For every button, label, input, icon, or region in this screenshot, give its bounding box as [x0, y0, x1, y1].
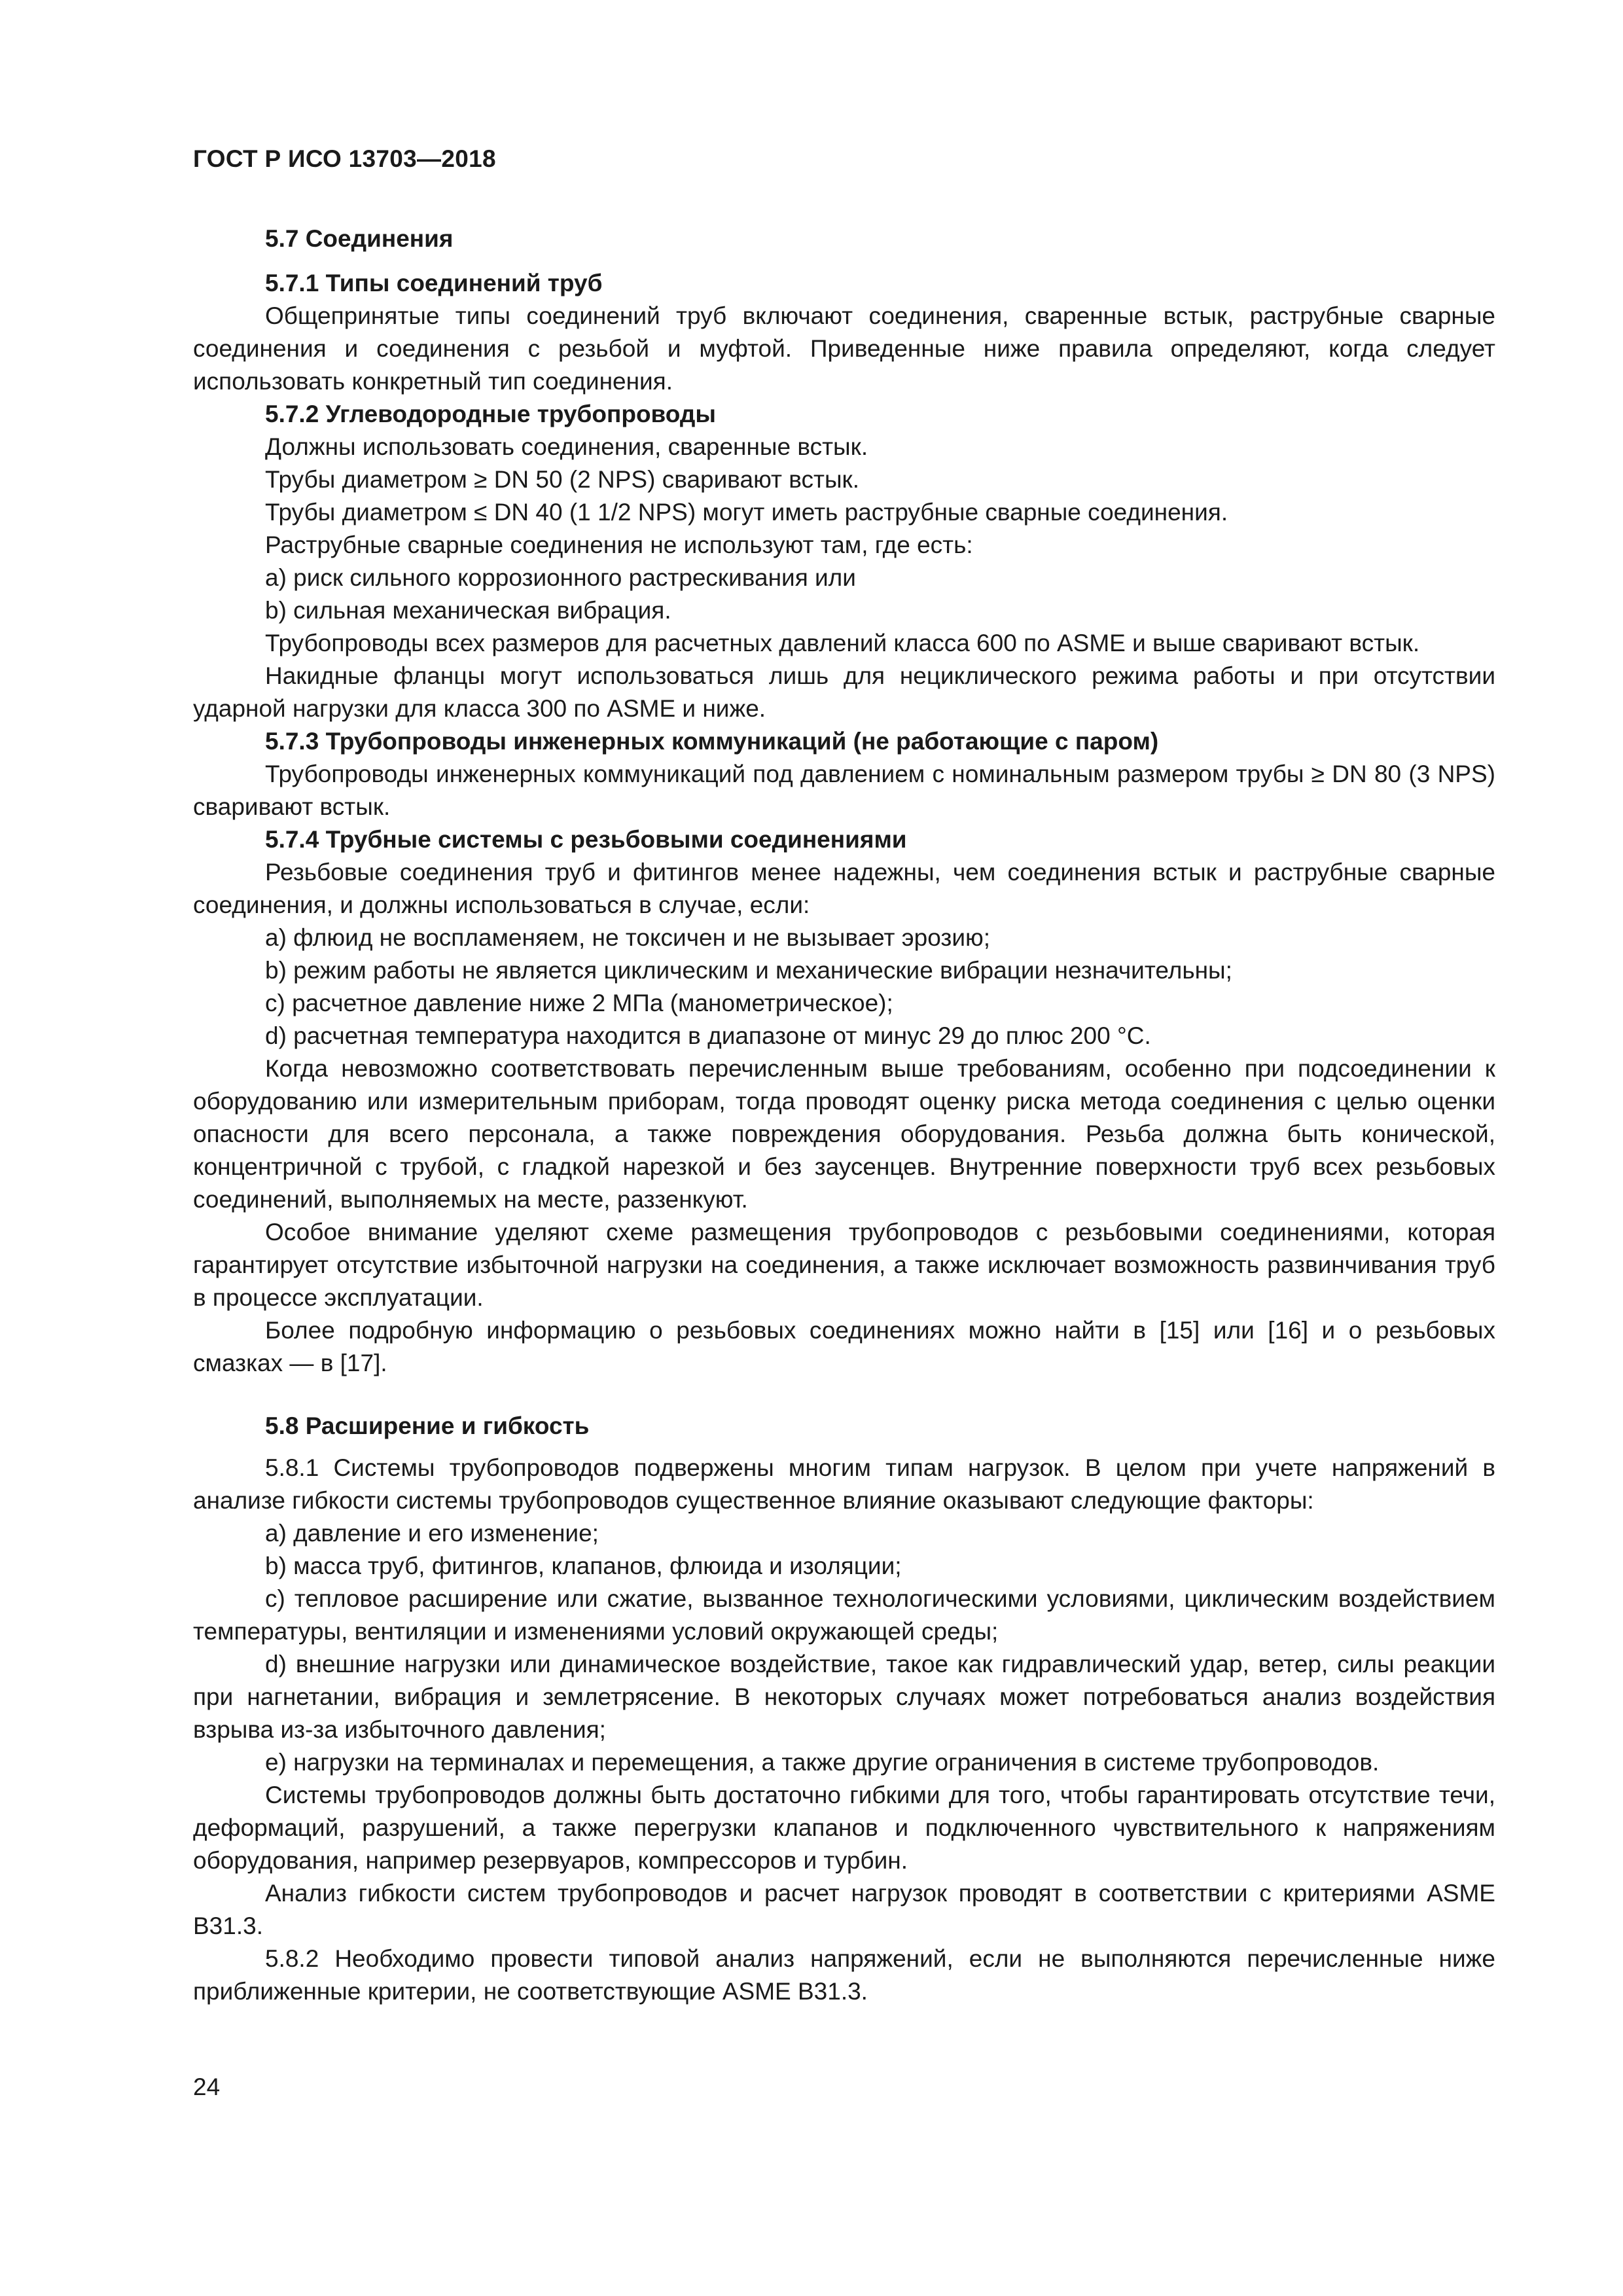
- list-item: d) расчетная температура находится в диапазоне от минус 29 до плюс 200 °С.: [265, 1022, 1151, 1049]
- list-item: b) сильная механическая вибрация.: [265, 597, 671, 624]
- paragraph: Трубы диаметром ≤ DN 40 (1 1/2 NPS) могут иметь раструбные сварные соединения.: [265, 499, 1228, 526]
- paragraph: Системы трубопроводов должны быть достаточно гибкими для того, чтобы гарантировать отсутствие течи, деформаций, разрушений, а также перегрузки клапанов и подключенного чувствительного к напряжениям оборудования, например резервуаров, компрессоров и турбин.: [193, 1782, 1495, 1874]
- paragraph: Когда невозможно соответствовать перечисленным выше требованиям, особенно при подсоединении к оборудованию или измерительным приборам, тогда проводят оценку риска метода соединения с целью оценки опасности для всего персонала, а также повреждения оборудования. Резьба должна быть конической, концентричной с трубой, с гладкой нарезкой и без заусенцев. Внутренние поверхности труб всех резьбовых соединений, выполняемых на месте, раззенкуют.: [193, 1055, 1495, 1213]
- list-item: b) масса труб, фитингов, клапанов, флюида и изоляции;: [265, 1552, 902, 1579]
- list-item: d) внешние нагрузки или динамическое воздействие, такое как гидравлический удар, ветер, силы реакции при нагнетании, вибрация и землетрясение. В некоторых случаях может потребоваться анализ воздействия взрыва из-за избыточного давления;: [193, 1651, 1495, 1743]
- list-item: c) тепловое расширение или сжатие, вызванное технологическими условиями, циклическим воздействием температуры, вентиляции и изменениями условий окружающей среды;: [193, 1585, 1495, 1645]
- list-item: e) нагрузки на терминалах и перемещения, а также другие ограничения в системе трубопроводов.: [265, 1749, 1380, 1776]
- paragraph: Более подробную информацию о резьбовых соединениях можно найти в [15] или [16] и о резьбовых смазках — в [17].: [193, 1317, 1495, 1376]
- list-item: c) расчетное давление ниже 2 МПа (манометрическое);: [265, 990, 893, 1016]
- document-standard-code: ГОСТ Р ИСО 13703—2018: [193, 145, 496, 172]
- page-number: 24: [193, 2073, 221, 2100]
- list-item: a) давление и его изменение;: [265, 1520, 599, 1547]
- list-item: b) режим работы не является циклическим и механические вибрации незначительны;: [265, 957, 1232, 984]
- paragraph: 5.8.2 Необходимо провести типовой анализ напряжений, если не выполняются перечисленные ниже приближенные критерии, не соответствующие ASME B31.3.: [193, 1945, 1495, 2005]
- paragraph: 5.8.1 Системы трубопроводов подвержены многим типам нагрузок. В целом при учете напряжений в анализе гибкости системы трубопроводов существенное влияние оказывают следующие факторы:: [193, 1454, 1495, 1514]
- paragraph: Трубопроводы всех размеров для расчетных давлений класса 600 по ASME и выше сваривают встык.: [265, 630, 1420, 656]
- subsection-5-7-2-heading: 5.7.2 Углеводородные трубопроводы: [265, 401, 716, 427]
- list-item: a) риск сильного коррозионного растрескивания или: [265, 564, 856, 591]
- paragraph: Раструбные сварные соединения не используют там, где есть:: [265, 531, 973, 558]
- paragraph: Резьбовые соединения труб и фитингов менее надежны, чем соединения встык и раструбные сварные соединения, и должны использоваться в случае, если:: [193, 859, 1495, 918]
- paragraph: Трубопроводы инженерных коммуникаций под давлением с номинальным размером трубы ≥ DN 80 (3 NPS) сваривают встык.: [193, 761, 1495, 820]
- section-5-8-heading: 5.8 Расширение и гибкость: [265, 1412, 590, 1439]
- list-item: a) флюид не воспламеняем, не токсичен и не вызывает эрозию;: [265, 924, 991, 951]
- paragraph: Должны использовать соединения, сваренные встык.: [265, 433, 868, 460]
- paragraph: Трубы диаметром ≥ DN 50 (2 NPS) сваривают встык.: [265, 466, 859, 493]
- subsection-5-7-3-heading: 5.7.3 Трубопроводы инженерных коммуникаций (не работающие с паром): [265, 728, 1159, 755]
- subsection-5-7-1-heading: 5.7.1 Типы соединений труб: [265, 270, 603, 296]
- paragraph: Накидные фланцы могут использоваться лишь для нециклического режима работы и при отсутствии ударной нагрузки для класса 300 по ASME и ниже.: [193, 662, 1495, 722]
- paragraph: Общепринятые типы соединений труб включают соединения, сваренные встык, раструбные сварные соединения и соединения с резьбой и муфтой. Приведенные ниже правила определяют, когда следует использовать конкретный тип соединения.: [193, 302, 1495, 395]
- paragraph: Анализ гибкости систем трубопроводов и расчет нагрузок проводят в соответствии с критериями ASME B31.3.: [193, 1880, 1495, 1939]
- subsection-5-7-4-heading: 5.7.4 Трубные системы с резьбовыми соединениями: [265, 826, 907, 853]
- paragraph: Особое внимание уделяют схеме размещения трубопроводов с резьбовыми соединениями, которая гарантирует отсутствие избыточной нагрузки на соединения, а также исключает возможность развинчивания труб в процессе эксплуатации.: [193, 1219, 1495, 1311]
- document-body: [193, 223, 1495, 2008]
- section-5-7-heading: 5.7 Соединения: [265, 225, 454, 252]
